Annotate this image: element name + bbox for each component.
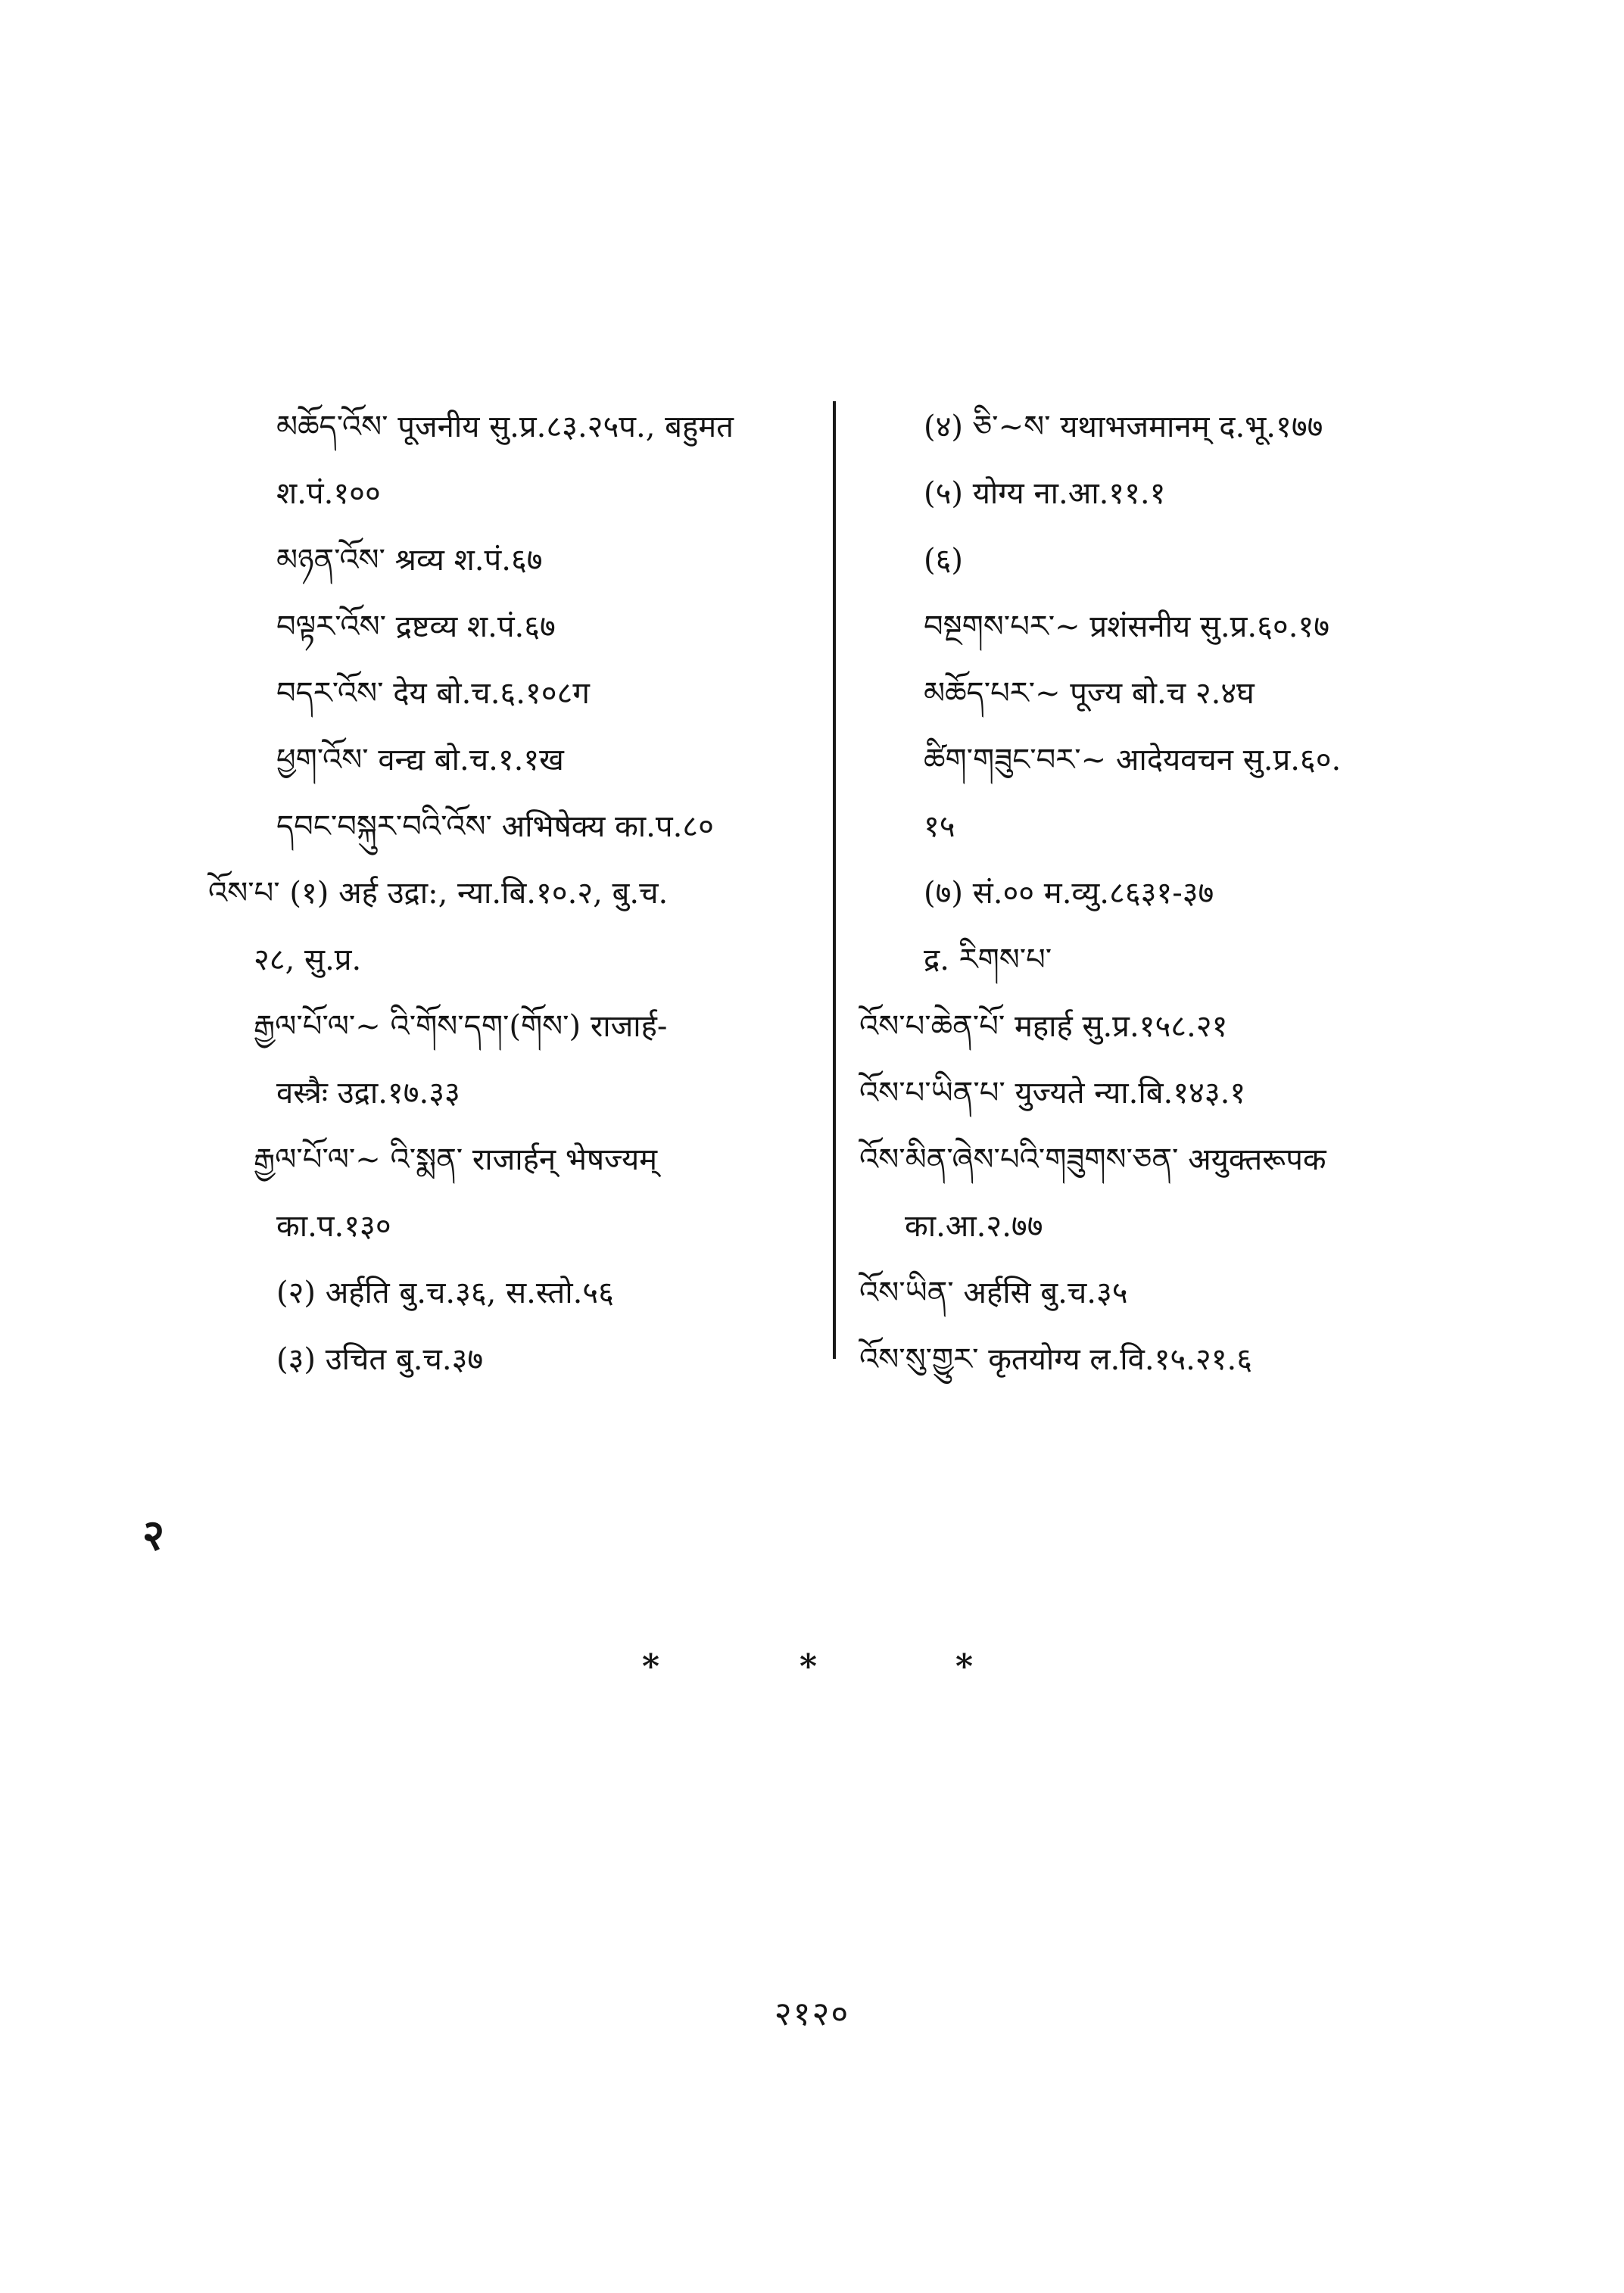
entry-line: (७) सं.०० म.व्यु.८६३१-३७ bbox=[924, 876, 1214, 911]
entry-line: མཆོད་པར་~ पूज्य बो.च २.४घ bbox=[924, 676, 1255, 711]
entry-line: का.प.१३० bbox=[276, 1209, 391, 1244]
entry-line: བསྔགས་པར་~ प्रशंसनीय सु.प्र.६०.१७ bbox=[924, 609, 1330, 644]
entry-line: (६) bbox=[924, 543, 964, 578]
headword-line: འོས་ཡིན་ अर्हसि बु.च.३५ bbox=[859, 1276, 1128, 1310]
entry-line: ཚིག་གཟུང་བར་~ आदेयवचन सु.प्र.६०. bbox=[924, 743, 1342, 777]
column-divider bbox=[833, 401, 836, 1359]
entry-line: (४) ཅི་~ས་ यथाभजमानम् द.भू.१७७ bbox=[924, 410, 1323, 444]
entry-line: (२) अर्हति बु.च.३६, स.स्तो.५६ bbox=[276, 1276, 614, 1310]
headword-line: འོས་མིན་ཞེས་པའི་གཟུགས་ཅན་ अयुक्तरूपक bbox=[859, 1142, 1326, 1177]
right-column bbox=[859, 394, 1457, 1393]
entry-line: བདར་འོས་ देय बो.च.६.१०८ग bbox=[276, 676, 590, 711]
ornament-stars bbox=[0, 1647, 1624, 1696]
entry-line: का.आ.२.७७ bbox=[905, 1209, 1043, 1244]
star-ornament: * bbox=[642, 1647, 660, 1686]
star-ornament: * bbox=[955, 1647, 974, 1686]
headword-line: འོས་པ་ཡིན་པ་ युज्यते न्या.बि.१४३.१ bbox=[859, 1076, 1246, 1111]
entry-line: རྒྱལ་པོ་ལ་~ འི་གོས་དག་(གོས་) राजार्ह- bbox=[254, 1009, 668, 1044]
entry-line: द्र. རིགས་པ་ bbox=[924, 942, 1052, 977]
entry-line: དབང་བསྐུར་བའི་འོས་ अभिषेक्य का.प.८० bbox=[276, 809, 714, 844]
section-mark: २ bbox=[142, 1510, 165, 1560]
entry-line: བལྟར་འོས་ द्रष्टव्य श.पं.६७ bbox=[276, 609, 556, 644]
entry-line: མཆོད་འོས་ पूजनीय सु.प्र.८३.२५प., बहुमत bbox=[276, 410, 734, 444]
entry-line: རྒྱལ་པོ་ལ་~ འི་སྨན་ राजार्हन् भेषज्यम् bbox=[254, 1142, 658, 1177]
headword-line: འོས་པ་ཆེན་པོ་ महार्ह सु.प्र.१५८.२१ bbox=[859, 1009, 1228, 1044]
entry-line: श.पं.१०० bbox=[276, 476, 381, 511]
headword-line: འོས་སུ་གྱུར་ कृतयोग्य ल.वि.१५.२१.६ bbox=[859, 1342, 1253, 1377]
star-ornament: * bbox=[800, 1647, 818, 1686]
page-number: २१२० bbox=[774, 1995, 850, 2033]
entry-line: ཕྱག་འོས་ वन्द्य बो.च.१.१ख bbox=[276, 743, 564, 777]
entry-line: (३) उचित बु.च.३७ bbox=[276, 1342, 484, 1377]
headword-line: འོས་པ་ (१) अर्ह उद्रा:, न्या.बि.१०.२, बु.च. bbox=[208, 876, 669, 911]
entry-line: མཉན་འོས་ श्रव्य श.पं.६७ bbox=[276, 543, 543, 578]
entry-line: वस्त्रैः उद्रा.१७.३३ bbox=[276, 1076, 460, 1111]
entry-line: (५) योग्य ना.आ.११.१ bbox=[924, 476, 1166, 511]
entry-line: २८, सु.प्र. bbox=[254, 942, 362, 977]
left-column bbox=[208, 394, 814, 1393]
entry-line: १५ bbox=[924, 809, 955, 844]
